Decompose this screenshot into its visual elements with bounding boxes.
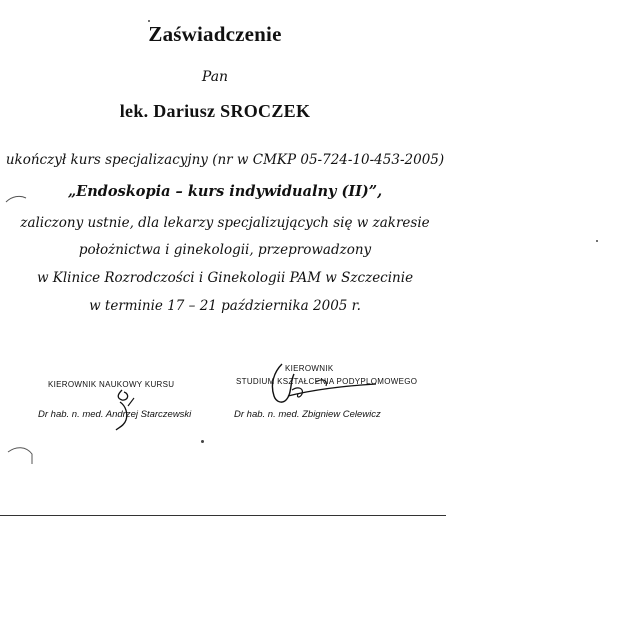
scan-dust-dot [201,440,204,443]
salutation: Pan [201,69,229,85]
right-handwritten-signature [252,360,382,410]
document-title: Zaświadczenie [148,22,282,46]
right-signatory-title-line1: KIEROWNIK [285,364,334,373]
scan-dust-dot [596,240,598,242]
body-line-exam-scope: zaliczony ustnie, dla lekarzy specjalizujących się w zakresie [20,215,430,231]
body-line-course-name: „Endoskopia – kurs indywidualny (II)”, [67,183,383,200]
body-line-dates: w terminie 17 – 21 października 2005 r. [89,298,361,314]
scan-dust-dot [148,20,150,22]
right-signatory-title-line2: STUDIUM KSZTAŁCENIA PODYPLOMOWEGO [236,377,418,386]
body-line-course-number: ukończył kurs specjalizacyjny (nr w CMKP 05-724-10-453-2005) [5,152,445,168]
scan-artifact-mark [6,444,34,466]
body-line-clinic: w Klinice Rozrodczości i Ginekologii PAM w Szczecinie [36,270,414,286]
body-line-specialty: położnictwa i ginekologii, przeprowadzony [78,242,372,258]
page-bottom-edge [0,515,446,516]
recipient-name: lek. Dariusz SROCZEK [119,101,311,121]
scan-artifact-mark [4,192,28,206]
left-signatory-name: Dr hab. n. med. Andrzej Starczewski [38,409,192,420]
left-signatory-title: KIEROWNIK NAUKOWY KURSU [48,380,175,389]
right-signatory-name: Dr hab. n. med. Zbigniew Celewicz [234,409,381,420]
